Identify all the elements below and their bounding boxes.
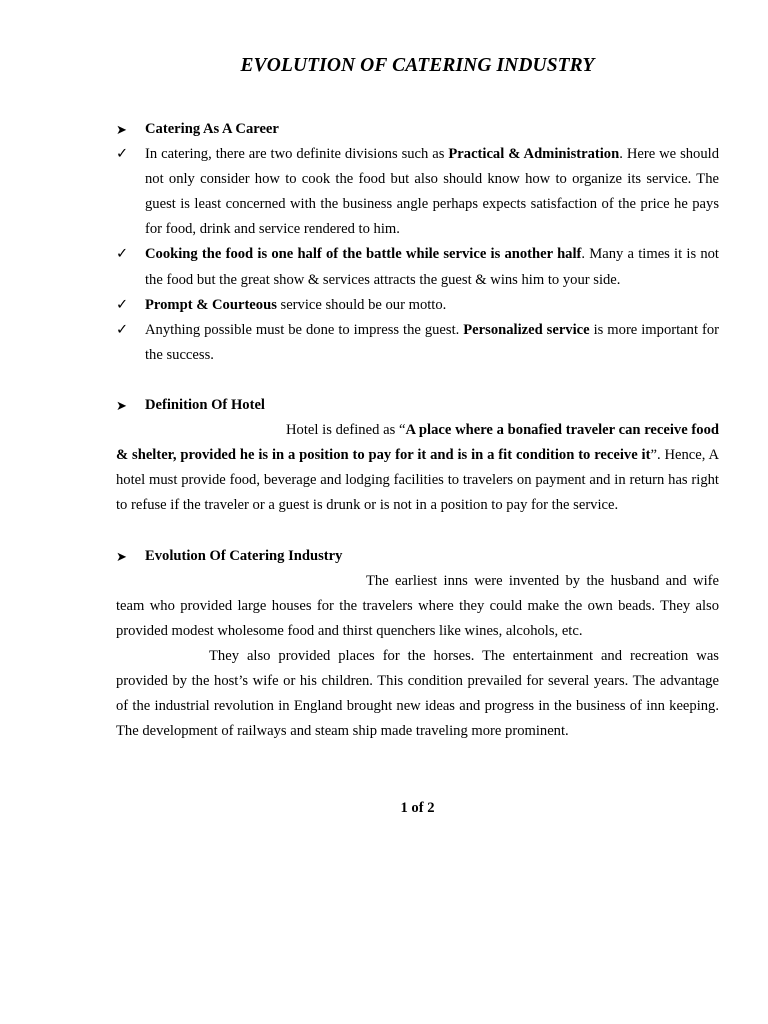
section-heading-career: Catering As A Career <box>145 121 279 137</box>
arrowhead-bullet-icon: ➤ <box>116 398 127 414</box>
bold-text: Personalized service <box>463 321 590 338</box>
document-body <box>116 117 719 744</box>
bold-text: Practical & Administration <box>448 146 620 163</box>
bold-text: Cooking the food is one half of the battle while service is another half <box>145 246 582 263</box>
arrowhead-bullet-icon: ➤ <box>116 122 127 137</box>
text: . Here we should not only consider how to cook the food but also should know how to organize its service. The guest is least concerned with the business angle perhaps expects satisfaction of the price he pays for food, drink and service rendered to him. <box>145 146 719 238</box>
arrowhead-bullet-icon: ➤ <box>116 548 127 564</box>
career-point-1 <box>116 142 719 242</box>
evolution-paragraph-2 <box>116 644 719 744</box>
career-point-3 <box>116 293 719 318</box>
career-point-4 <box>116 318 719 368</box>
career-point-2 <box>116 242 719 292</box>
section-heading-definition: Definition Of Hotel <box>145 397 265 414</box>
text: Hotel is defined as “ <box>286 422 406 439</box>
text: In catering, there are two definite divisions such as <box>145 146 449 163</box>
bold-text: Prompt & Courteous <box>145 296 277 313</box>
document-title: EVOLUTION OF CATERING INDUSTRY <box>240 55 595 76</box>
text: Anything possible must be done to impress the guest. <box>145 321 464 338</box>
section-definition <box>116 393 719 418</box>
text: They also provided places for the horses. The entertainment and recreation was provided by the host’s wife or his children. This condition prevailed for several years. The advantage of the industrial revolution in England brought new ideas and progress in the business of inn keeping. The development of railways and steam ship made traveling more prominent. <box>116 647 719 740</box>
page-number: 1 of 2 <box>400 800 435 816</box>
checkmark-bullet-icon: ✓ <box>116 246 129 263</box>
evolution-paragraph-1 <box>116 569 719 644</box>
text: . Many a times it is not the food but the great show & services attracts the guest & wins him to your side. <box>145 246 719 288</box>
checkmark-bullet-icon: ✓ <box>116 321 129 338</box>
text: is more important for the success. <box>145 321 719 363</box>
definition-paragraph <box>116 418 719 518</box>
section-career <box>116 117 719 142</box>
text: The earliest inns were invented by the husband and wife team who provided large houses for the travelers where they could make the own beads. They also provided modest wholesome food and thirst quenchers like wines, alcohols, etc. <box>116 572 719 639</box>
text: service should be our motto. <box>276 296 447 313</box>
section-evolution <box>116 544 719 569</box>
text: ”. Hence, A hotel must provide food, beverage and lodging facilities to travelers on payment and in return has right to refuse if the traveler or a guest is drunk or is not in a position to pay for the service. <box>116 447 719 514</box>
checkmark-bullet-icon: ✓ <box>116 296 129 313</box>
section-heading-evolution: Evolution Of Catering Industry <box>145 547 343 564</box>
bold-text: A place where a bonafied traveler can receive food & shelter, provided he is in a position to pay for it and is in a fit condition to receive it <box>116 422 719 464</box>
checkmark-bullet-icon: ✓ <box>116 146 129 163</box>
